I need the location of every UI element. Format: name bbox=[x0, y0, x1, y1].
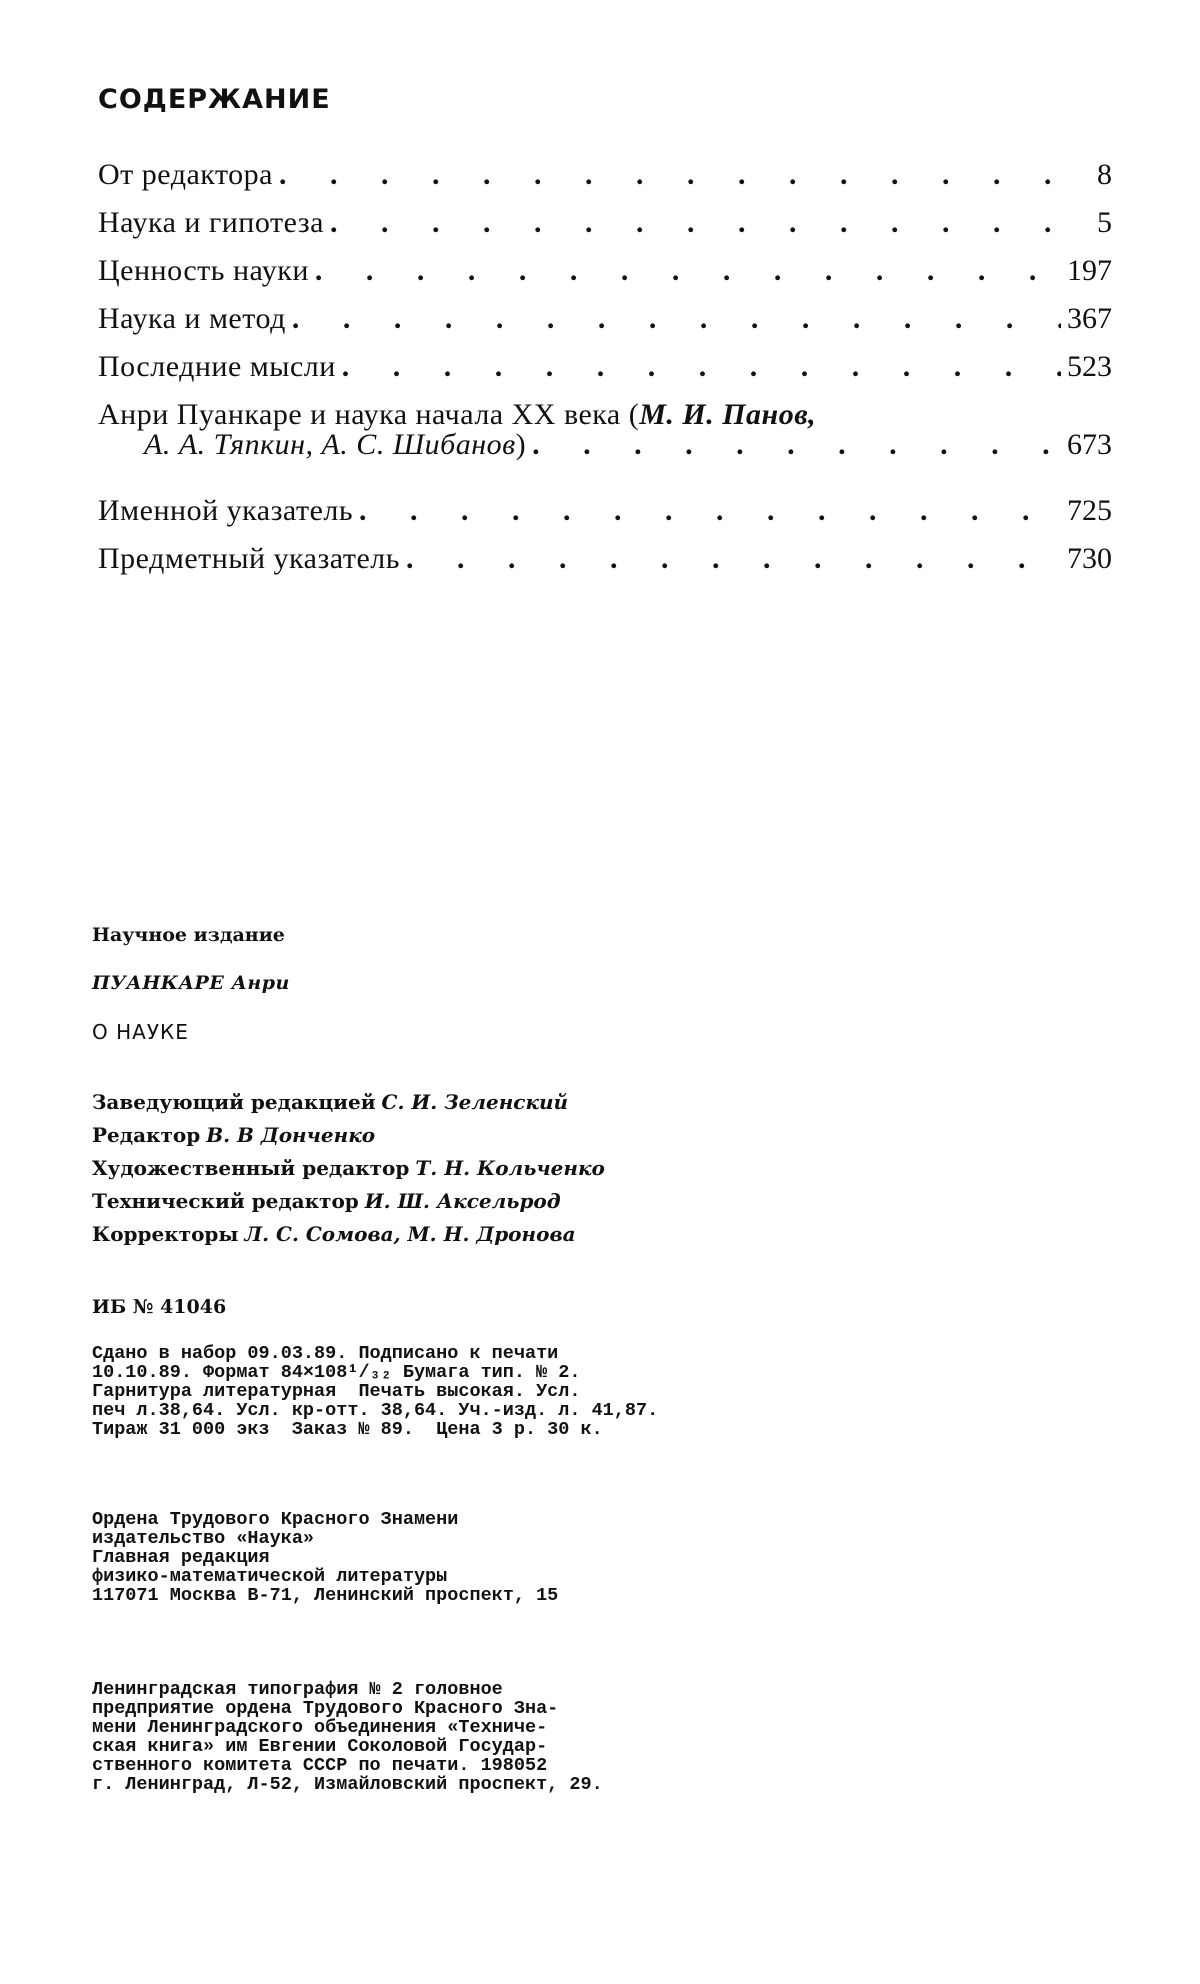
toc-entry[interactable] bbox=[98, 350, 1112, 398]
toc-entry[interactable] bbox=[98, 494, 1112, 542]
dot-leader bbox=[330, 206, 1062, 240]
toc-entry-title: Именной указатель bbox=[98, 494, 354, 527]
closing-paren: ) bbox=[515, 428, 527, 461]
toc-entry-title: От редактора bbox=[98, 158, 273, 191]
toc-entry-authors-cont: А. А. Тяпкин, А. С. Шибанов bbox=[144, 428, 516, 461]
toc-entry-title: Ценность науки bbox=[98, 254, 309, 287]
staff-row bbox=[92, 1189, 605, 1222]
toc-entry[interactable] bbox=[98, 542, 1112, 590]
editorial-staff bbox=[92, 1090, 605, 1255]
dot-leader bbox=[292, 302, 1061, 336]
toc-entry[interactable] bbox=[98, 206, 1112, 254]
printer-info: Ленинградская типография № 2 головное предприятие ордена Трудового Красного Зна- мени Ленинградского объединения «Техниче- ская книга» им Евгении Соколовой Государ- ственного комитета СССР по печати. 198052 г. Ленинград, Л-52, Измайловский проспект, 29. bbox=[92, 1679, 603, 1795]
staff-name: В. В Донченко bbox=[206, 1123, 376, 1147]
toc-heading: СОДЕРЖАНИЕ bbox=[98, 84, 331, 115]
staff-role: Заведующий редакцией bbox=[92, 1090, 376, 1114]
toc-entry-title-line1 bbox=[98, 398, 1112, 431]
dot-leader bbox=[406, 542, 1061, 576]
dot-leader bbox=[315, 254, 1061, 288]
toc-entry-title: Наука и гипотеза bbox=[98, 206, 324, 239]
staff-name: И. Ш. Аксельрод bbox=[364, 1189, 561, 1213]
toc-entry-page: 523 bbox=[1067, 350, 1112, 383]
toc-entry[interactable] bbox=[98, 254, 1112, 302]
toc-entry-authors: М. И. Панов, bbox=[639, 398, 817, 431]
staff-role: Художественный редактор bbox=[92, 1156, 410, 1180]
toc-entry-title: Наука и метод bbox=[98, 302, 286, 335]
staff-row bbox=[92, 1090, 605, 1123]
dot-leader bbox=[359, 494, 1061, 528]
staff-row bbox=[92, 1156, 605, 1189]
toc-entry[interactable] bbox=[98, 302, 1112, 350]
staff-name: С. И. Зеленский bbox=[381, 1090, 569, 1114]
toc-entry-page: 367 bbox=[1067, 302, 1112, 335]
dot-leader bbox=[532, 428, 1061, 462]
toc-entry-page: 673 bbox=[1067, 428, 1112, 461]
toc-entry-title-line2 bbox=[98, 428, 1112, 472]
staff-row bbox=[92, 1123, 605, 1156]
toc-entry-page: 730 bbox=[1067, 542, 1112, 575]
print-info: Сдано в набор 09.03.89. Подписано к печати 10.10.89. Формат 84×108¹/₃₂ Бумага тип. № 2. Гарнитура литературная Печать высокая. Усл. печ л.38,64. Усл. кр-отт. 38,64. Уч.-изд. л. 41,87. Тираж 31 000 экз Заказ № 89. Цена 3 р. 30 к. bbox=[92, 1343, 659, 1440]
staff-role: Редактор bbox=[92, 1123, 201, 1147]
table-of-contents bbox=[98, 158, 1112, 590]
publisher-info: Ордена Трудового Красного Знамени издательство «Наука» Главная редакция физико-математической литературы 117071 Москва В-71, Ленинский проспект, 15 bbox=[92, 1509, 559, 1606]
staff-name: Л. С. Сомова, М. Н. Дронова bbox=[244, 1222, 576, 1246]
staff-name: Т. Н. Кольченко bbox=[415, 1156, 605, 1180]
book-author: ПУАНКАРЕ Анри bbox=[92, 972, 290, 994]
dot-leader bbox=[279, 158, 1062, 192]
toc-entry-title-cont bbox=[144, 428, 526, 462]
ib-number: ИБ № 41046 bbox=[92, 1296, 227, 1318]
staff-role: Технический редактор bbox=[92, 1189, 359, 1213]
staff-role: Корректоры bbox=[92, 1222, 239, 1246]
book-title: О НАУКЕ bbox=[92, 1020, 189, 1044]
toc-entry-page: 8 bbox=[1097, 158, 1112, 191]
toc-entry-page: 197 bbox=[1067, 254, 1112, 287]
toc-entry[interactable] bbox=[98, 158, 1112, 206]
toc-entry-page: 725 bbox=[1067, 494, 1112, 527]
toc-entry-afterword[interactable] bbox=[98, 398, 1112, 494]
toc-entry-title: Последние мысли bbox=[98, 350, 336, 383]
staff-row bbox=[92, 1222, 605, 1255]
edition-type: Научное издание bbox=[92, 924, 285, 946]
toc-entry-title: Анри Пуанкаре и наука начала XX века ( bbox=[98, 398, 640, 431]
dot-leader bbox=[342, 350, 1061, 384]
toc-entry-title: Предметный указатель bbox=[98, 542, 400, 575]
toc-entry-page: 5 bbox=[1097, 206, 1112, 239]
